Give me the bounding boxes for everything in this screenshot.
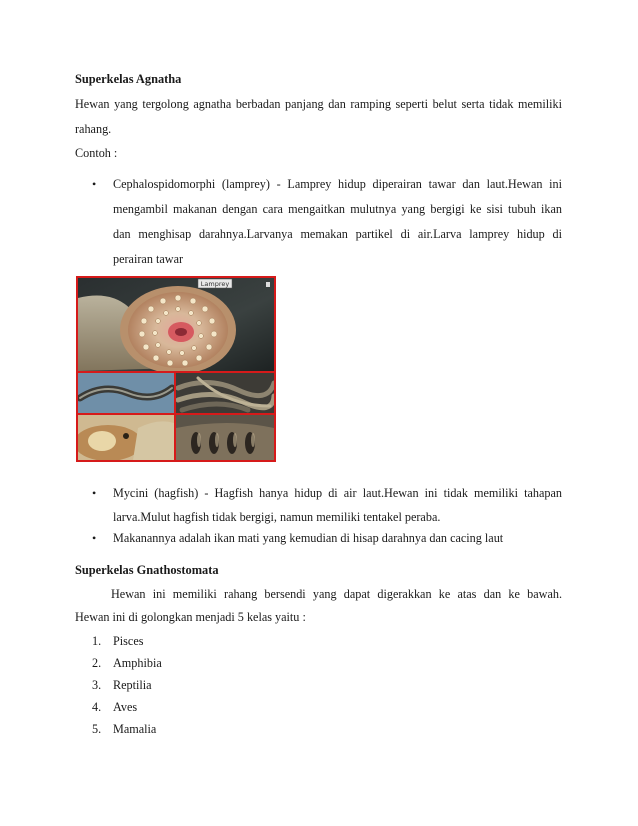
lamprey-line1: Cephalospidomorphi (lamprey) - Lamprey hidup diperairan tawar dan laut.Hewan ini (113, 177, 562, 191)
hagfish-line2: larva.Mulut hagfish tidak bergigi, namun memiliki tentakel peraba. (113, 510, 441, 524)
agnatha-intro-line2: rahang. (75, 122, 112, 136)
hagfish-line1: Mycini (hagfish) - Hagfish hanya hidup di air laut.Hewan ini tidak memiliki tahapan (113, 486, 562, 500)
section-title-agnatha: Superkelas Agnatha (75, 72, 182, 86)
lamprey-line2: mengambil makanan dengan cara mengaitkan mulutnya yang bergigi ke sisi tubuh ikan (113, 202, 562, 216)
list-item (92, 656, 162, 671)
gnathostomata-intro-line2: Hewan ini di golongkan menjadi 5 kelas yaitu : (75, 610, 306, 624)
example-label: Contoh : (75, 146, 118, 160)
list-item (92, 634, 144, 649)
agnatha-intro-line1: Hewan yang tergolong agnatha berbadan panjang dan ramping seperti belut serta tidak memiliki (75, 97, 562, 111)
gnathostomata-intro-line1: Hewan ini memiliki rahang bersendi yang dapat digerakkan ke atas dan ke bawah. (111, 587, 562, 601)
food-line: Makanannya adalah ikan mati yang kemudian di hisap darahnya dan cacing laut (113, 531, 504, 545)
list-number: 5. (92, 722, 102, 736)
section-title-gnathostomata: Superkelas Gnathostomata (75, 563, 219, 577)
bullet-icon: • (92, 177, 97, 191)
list-number: 1. (92, 634, 102, 648)
list-item (92, 722, 157, 737)
list-number: 3. (92, 678, 102, 692)
list-label: Mamalia (113, 722, 157, 736)
list-item (92, 678, 152, 693)
bullet-icon: • (92, 486, 97, 500)
lamprey-photo-collage (76, 276, 276, 462)
list-label: Aves (113, 700, 138, 714)
list-item (92, 700, 138, 715)
list-number: 4. (92, 700, 102, 714)
lamprey-line3: dan menghisap darahnya.Larvanya memakan partikel di air.Larva lamprey hidup di (113, 227, 562, 241)
list-label: Pisces (113, 634, 144, 648)
list-number: 2. (92, 656, 102, 670)
lamprey-line4: perairan tawar (113, 252, 184, 266)
list-label: Reptilia (113, 678, 152, 692)
lamprey-label: Lamprey (200, 280, 230, 288)
list-label: Amphibia (113, 656, 162, 670)
bullet-icon: • (92, 531, 97, 545)
